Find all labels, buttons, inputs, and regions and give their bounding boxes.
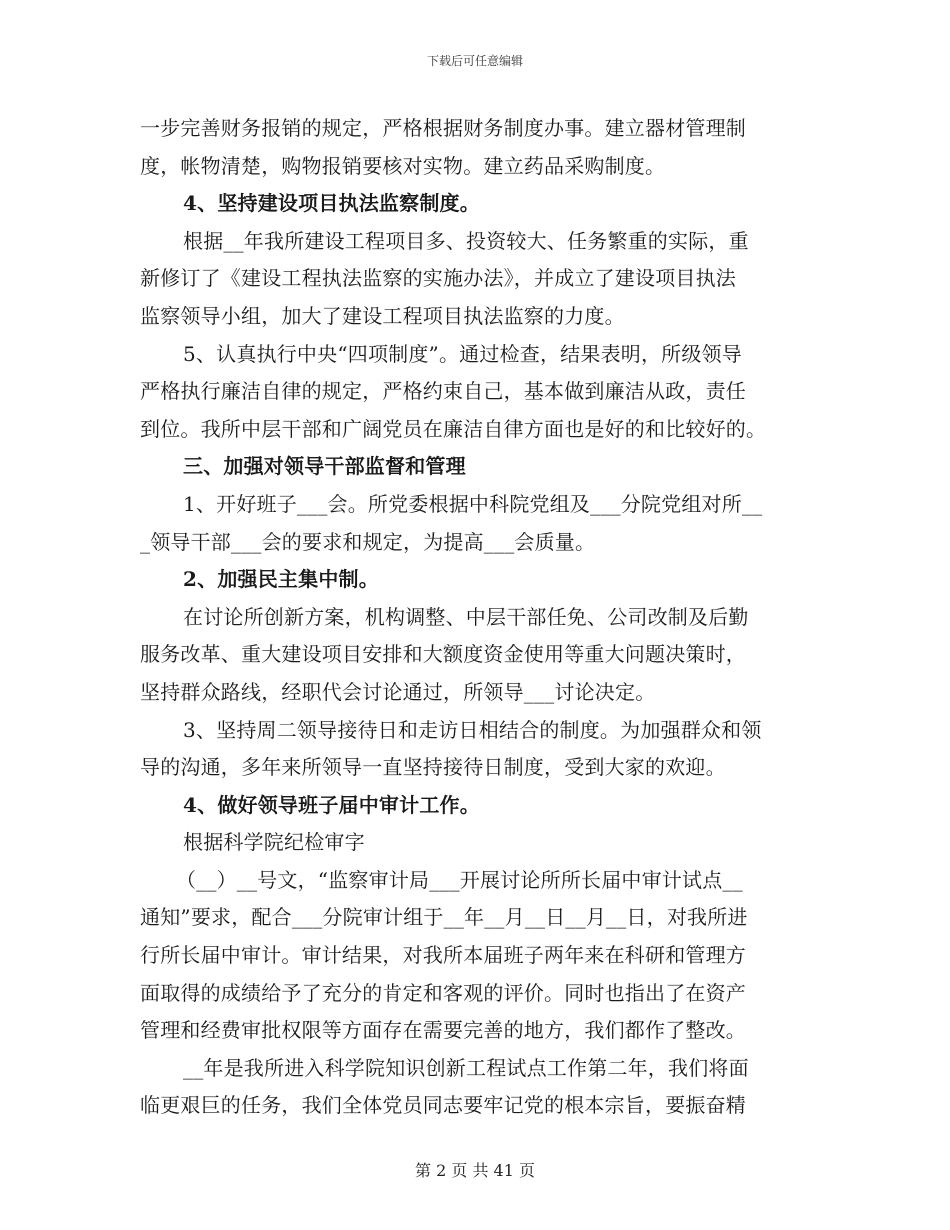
- section-heading: 4、坚持建设项目执法监察制度。: [183, 191, 480, 216]
- section-heading: 2、加强民主集中制。: [183, 567, 379, 592]
- text-line: 导的沟通，多年来所领导一直坚持接待日制度，受到大家的欢迎。: [140, 755, 726, 780]
- text-line: 5、认真执行中央“四项制度”。通过检查，结果表明，所级领导: [183, 341, 742, 366]
- text-line: 管理和经费审批权限等方面存在需要完善的地方，我们都作了整改。: [140, 1018, 746, 1043]
- text-line: 坚持群众路线，经职代会讨论通过，所领导___讨论决定。: [140, 679, 656, 704]
- text-line: 根据__年我所建设工程项目多、投资较大、任务繁重的实际，重: [183, 228, 749, 253]
- section-heading: 4、做好领导班子届中审计工作。: [183, 792, 480, 817]
- text-line: 服务改革、重大建设项目安排和大额度资金使用等重大问题决策时，: [140, 642, 746, 667]
- text-line: _领导干部___会的要求和规定，为提高___会质量。: [140, 529, 596, 554]
- text-line: 严格执行廉洁自律的规定，严格约束自己，基本做到廉洁从政，责任: [140, 379, 746, 404]
- text-line: （__）__号文，“监察审计局___开展讨论所所长届中审计试点__: [176, 867, 743, 892]
- document-body: [140, 110, 810, 1125]
- text-line: 临更艰巨的任务，我们全体党员同志要牢记党的根本宗旨，要振奋精: [140, 1093, 746, 1118]
- page-footer: 第 2 页 共 41 页: [415, 1161, 535, 1180]
- text-line: __年是我所进入科学院知识创新工程试点工作第二年，我们将面: [183, 1055, 749, 1080]
- text-line: 根据科学院纪检审字: [183, 830, 365, 855]
- page-header: 下载后可任意编辑: [426, 54, 523, 68]
- text-line: 度，帐物清楚，购物报销要核对实物。建立药品采购制度。: [140, 153, 666, 178]
- section-heading: 三、加强对领导干部监督和管理: [183, 454, 466, 479]
- text-line: 通知”要求，配合___分院审计组于__年__月__日__月__日，对我所进: [140, 905, 748, 930]
- text-line: 在讨论所创新方案，机构调整、中层干部任免、公司改制及后勤: [183, 604, 749, 629]
- text-line: 监察领导小组，加大了建设工程项目执法监察的力度。: [140, 303, 625, 328]
- text-line: 新修订了《建设工程执法监察的实施办法》，并成立了建设项目执法: [140, 266, 736, 291]
- text-line: 1、开好班子___会。所党委根据中科院党组及___分院党组对所__: [183, 491, 763, 516]
- text-line: 到位。我所中层干部和广阔党员在廉洁自律方面也是好的和比较好的。: [140, 416, 767, 441]
- text-line: 行所长届中审计。审计结果，对我所本届班子两年来在科研和管理方: [140, 943, 746, 968]
- text-line: 一步完善财务报销的规定，严格根据财务制度办事。建立器材管理制: [140, 116, 746, 140]
- text-line: 3、坚持周二领导接待日和走访日相结合的制度。为加强群众和领: [183, 717, 762, 742]
- text-line: 面取得的成绩给予了充分的肯定和客观的评价。同时也指出了在资产: [140, 980, 746, 1005]
